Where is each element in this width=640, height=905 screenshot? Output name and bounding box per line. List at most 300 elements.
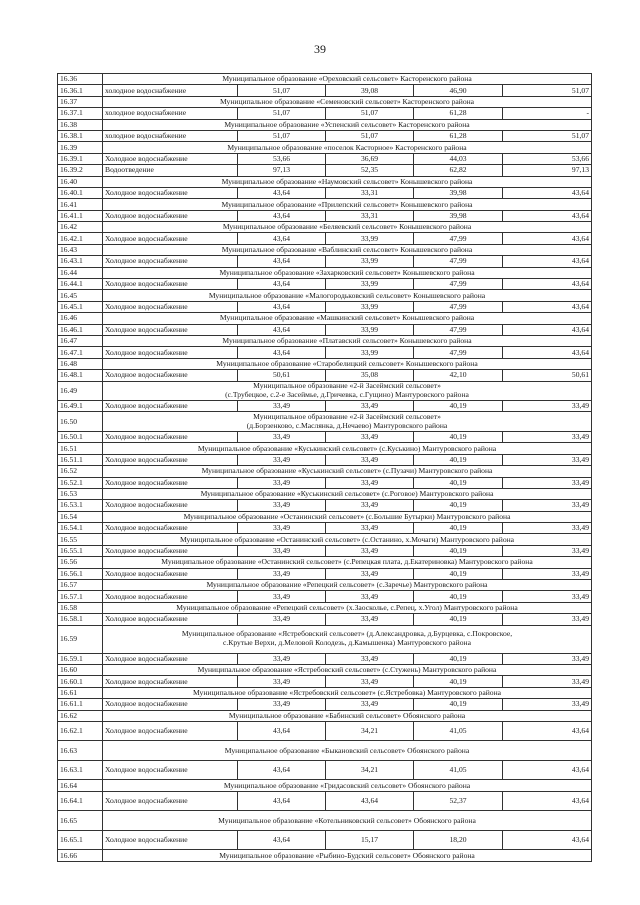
value-cell: 33,49	[238, 568, 326, 579]
value-cell: 43,64	[326, 791, 414, 811]
table-row	[58, 301, 592, 312]
table-row	[58, 545, 592, 556]
value-cell: 97,13	[238, 165, 326, 176]
table-row	[58, 500, 592, 511]
value-cell: 51,07	[238, 108, 326, 119]
service-name: Холодное водоснабжение	[103, 370, 238, 381]
row-number: 16.37.1	[58, 108, 103, 119]
row-number: 16.40.1	[58, 187, 103, 198]
section-row	[58, 267, 592, 278]
value-cell: 33,49	[503, 431, 592, 442]
value-cell: 97,13	[503, 165, 592, 176]
value-cell: 33,49	[503, 699, 592, 710]
value-cell: 61,28	[414, 130, 503, 141]
table-row	[58, 401, 592, 412]
value-cell: 43,64	[238, 347, 326, 358]
table-row	[58, 210, 592, 221]
value-cell: 33,49	[326, 431, 414, 442]
service-name: Холодное водоснабжение	[103, 523, 238, 534]
value-cell: 33,49	[238, 545, 326, 556]
value-cell: 33,49	[238, 653, 326, 664]
row-number: 16.50	[58, 412, 103, 432]
value-cell: 33,49	[238, 676, 326, 687]
row-number: 16.60.1	[58, 676, 103, 687]
section-title: Муниципальное образование «Гридасовский сельсовет» Обоянского района	[103, 780, 592, 791]
value-cell: 33,49	[238, 454, 326, 465]
value-cell: 43,64	[503, 791, 592, 811]
value-cell: 15,17	[326, 830, 414, 850]
value-cell: 47,99	[414, 347, 503, 358]
value-cell: 33,99	[326, 256, 414, 267]
table-row	[58, 760, 592, 780]
value-cell: 43,64	[238, 324, 326, 335]
row-number: 16.52.1	[58, 477, 103, 488]
row-number: 16.39.2	[58, 165, 103, 176]
section-title	[103, 625, 592, 653]
section-row	[58, 780, 592, 791]
value-cell: 40,19	[414, 401, 503, 412]
value-cell: 51,07	[503, 130, 592, 141]
row-number: 16.38.1	[58, 130, 103, 141]
section-title: Муниципальное образование «Останинский сельсовет» (с.Репецкая плата, д.Екатериновка) Мантуровского района	[103, 557, 592, 568]
service-name: холодное водоснабжение	[103, 85, 238, 96]
service-name: Холодное водоснабжение	[103, 153, 238, 164]
value-cell: 40,19	[414, 699, 503, 710]
row-number: 16.46	[58, 313, 103, 324]
service-name: Холодное водоснабжение	[103, 431, 238, 442]
value-cell: 33,49	[326, 545, 414, 556]
value-cell: 33,49	[326, 523, 414, 534]
value-cell: 50,61	[503, 370, 592, 381]
row-number: 16.57	[58, 580, 103, 591]
service-name: Холодное водоснабжение	[103, 699, 238, 710]
service-name: Холодное водоснабжение	[103, 830, 238, 850]
table-row	[58, 653, 592, 664]
section-title: Муниципальное образование «Репецкий сельсовет» (с.Заречье) Мантуровского района	[103, 580, 592, 591]
value-cell: 33,49	[503, 523, 592, 534]
value-cell: 40,19	[414, 500, 503, 511]
value-cell: 40,19	[414, 568, 503, 579]
value-cell: 47,99	[414, 256, 503, 267]
service-name: Холодное водоснабжение	[103, 760, 238, 780]
row-number: 16.47.1	[58, 347, 103, 358]
value-cell: 42,10	[414, 370, 503, 381]
section-title: Муниципальное образование «Семеновский сельсовет» Касторенского района	[103, 96, 592, 107]
section-row	[58, 466, 592, 477]
value-cell: 43,64	[238, 760, 326, 780]
table-row	[58, 347, 592, 358]
value-cell: 35,08	[326, 370, 414, 381]
page-number: 39	[314, 42, 326, 56]
row-number: 16.44	[58, 267, 103, 278]
table-row	[58, 256, 592, 267]
value-cell: 33,99	[326, 347, 414, 358]
row-number: 16.59	[58, 625, 103, 653]
service-name: Холодное водоснабжение	[103, 401, 238, 412]
table-row	[58, 699, 592, 710]
service-name: Холодное водоснабжение	[103, 256, 238, 267]
section-row	[58, 335, 592, 346]
section-title: Муниципальное образование «Репецкий сельсовет» (х.Заосколье, с.Репец, х.Угол) Мантуровского района	[103, 602, 592, 613]
value-cell: 33,49	[503, 500, 592, 511]
section-title: Муниципальное образование «поселок Касторное» Касторенского района	[103, 142, 592, 153]
table-row	[58, 324, 592, 335]
section-title: Муниципальное образование «Малогородьковский сельсовет» Конышевского района	[103, 290, 592, 301]
value-cell: 34,21	[326, 721, 414, 741]
table-row	[58, 233, 592, 244]
row-number: 16.51.1	[58, 454, 103, 465]
section-title: Муниципальное образование «Рыбино-Будский сельсовет» Обоянского района	[103, 850, 592, 861]
row-number: 16.66	[58, 850, 103, 861]
service-name: Холодное водоснабжение	[103, 324, 238, 335]
value-cell: 52,37	[414, 791, 503, 811]
row-number: 16.55	[58, 534, 103, 545]
value-cell: 33,49	[503, 568, 592, 579]
row-number: 16.43.1	[58, 256, 103, 267]
value-cell: 33,49	[238, 614, 326, 625]
value-cell: -	[503, 108, 592, 119]
value-cell: 62,82	[414, 165, 503, 176]
row-number: 16.64.1	[58, 791, 103, 811]
service-name: Холодное водоснабжение	[103, 791, 238, 811]
row-number: 16.60	[58, 664, 103, 675]
section-row	[58, 488, 592, 499]
row-number: 16.41	[58, 199, 103, 210]
row-number: 16.61	[58, 687, 103, 698]
section-title-line-1: Муниципальное образование «Ястребовский сельсовет» (д.Александровка, д.Бурцевка, с.Покровское,	[181, 629, 513, 639]
service-name: Холодное водоснабжение	[103, 568, 238, 579]
table-row	[58, 279, 592, 290]
value-cell: 40,19	[414, 676, 503, 687]
section-row	[58, 313, 592, 324]
row-number: 16.59.1	[58, 653, 103, 664]
value-cell: 40,19	[414, 545, 503, 556]
service-name: Холодное водоснабжение	[103, 279, 238, 290]
value-cell: 40,19	[414, 653, 503, 664]
value-cell: 33,49	[326, 500, 414, 511]
value-cell: 33,49	[326, 454, 414, 465]
table-row	[58, 431, 592, 442]
section-title	[103, 412, 592, 432]
value-cell: 43,64	[503, 760, 592, 780]
row-number: 16.40	[58, 176, 103, 187]
value-cell: 43,64	[238, 256, 326, 267]
value-cell: 51,07	[326, 108, 414, 119]
row-number: 16.46.1	[58, 324, 103, 335]
row-number: 16.37	[58, 96, 103, 107]
row-number: 16.39	[58, 142, 103, 153]
service-name: Холодное водоснабжение	[103, 187, 238, 198]
row-number: 16.47	[58, 335, 103, 346]
value-cell: 52,35	[326, 165, 414, 176]
section-row	[58, 710, 592, 721]
service-name: Водоотведение	[103, 165, 238, 176]
section-title: Муниципальное образование «Успенский сельсовет» Касторенского района	[103, 119, 592, 130]
value-cell: 33,31	[326, 210, 414, 221]
value-cell: 47,99	[414, 279, 503, 290]
value-cell: 43,64	[238, 233, 326, 244]
section-title: Муниципальное образование «Ястребовский сельсовет» (с.Стужень) Мантуровского района	[103, 664, 592, 675]
value-cell: 33,49	[238, 500, 326, 511]
value-cell: 33,49	[503, 401, 592, 412]
section-title: Муниципальное образование «Котельниковский сельсовет» Обоянского района	[103, 811, 592, 831]
row-number: 16.39.1	[58, 153, 103, 164]
value-cell: 33,49	[503, 477, 592, 488]
section-title-line-1: Муниципальное образование «2-й Засеймский сельсовет»	[253, 381, 441, 391]
service-name: Холодное водоснабжение	[103, 301, 238, 312]
value-cell: 33,49	[326, 568, 414, 579]
value-cell: 43,64	[238, 301, 326, 312]
table-row	[58, 454, 592, 465]
value-cell: 53,66	[238, 153, 326, 164]
service-name: Холодное водоснабжение	[103, 676, 238, 687]
value-cell: 61,28	[414, 108, 503, 119]
table-row	[58, 130, 592, 141]
section-title: Муниципальное образование «Быкановский сельсовет» Обоянского района	[103, 741, 592, 761]
value-cell: 39,98	[414, 210, 503, 221]
row-number: 16.54	[58, 511, 103, 522]
section-title: Муниципальное образование «Останинский сельсовет» (с.Останино, х.Мочаги) Мантуровского района	[103, 534, 592, 545]
value-cell: 33,49	[326, 653, 414, 664]
value-cell: 33,99	[326, 279, 414, 290]
table-row	[58, 830, 592, 850]
value-cell: 44,03	[414, 153, 503, 164]
row-number: 16.63	[58, 741, 103, 761]
section-row	[58, 381, 592, 401]
section-row	[58, 625, 592, 653]
value-cell: 51,07	[326, 130, 414, 141]
value-cell: 33,49	[503, 614, 592, 625]
service-name: Холодное водоснабжение	[103, 454, 238, 465]
row-number: 16.57.1	[58, 591, 103, 602]
value-cell: 47,99	[414, 324, 503, 335]
service-name: Холодное водоснабжение	[103, 614, 238, 625]
service-name: Холодное водоснабжение	[103, 477, 238, 488]
value-cell: 43,64	[503, 347, 592, 358]
section-row	[58, 74, 592, 85]
section-row	[58, 850, 592, 861]
row-number: 16.41.1	[58, 210, 103, 221]
value-cell: 33,99	[326, 233, 414, 244]
section-title: Муниципальное образование «Наумовский сельсовет» Конышевского района	[103, 176, 592, 187]
value-cell: 40,19	[414, 523, 503, 534]
value-cell: 43,64	[503, 256, 592, 267]
row-number: 16.45.1	[58, 301, 103, 312]
row-number: 16.38	[58, 119, 103, 130]
service-name: холодное водоснабжение	[103, 108, 238, 119]
service-name: Холодное водоснабжение	[103, 210, 238, 221]
section-title: Муниципальное образование «Старобелицкий сельсовет» Конышевского района	[103, 358, 592, 369]
value-cell: 33,49	[503, 454, 592, 465]
value-cell: 33,99	[326, 301, 414, 312]
row-number: 16.52	[58, 466, 103, 477]
value-cell: 33,99	[326, 324, 414, 335]
section-row	[58, 412, 592, 432]
value-cell: 33,49	[238, 591, 326, 602]
service-name: Холодное водоснабжение	[103, 500, 238, 511]
section-title: Муниципальное образование «Захарковский сельсовет» Конышевского района	[103, 267, 592, 278]
row-number: 16.49.1	[58, 401, 103, 412]
table-row	[58, 523, 592, 534]
row-number: 16.51	[58, 443, 103, 454]
row-number: 16.53.1	[58, 500, 103, 511]
value-cell: 39,98	[414, 187, 503, 198]
table-row	[58, 676, 592, 687]
value-cell: 33,31	[326, 187, 414, 198]
value-cell: 40,19	[414, 614, 503, 625]
value-cell: 33,49	[503, 591, 592, 602]
table-row	[58, 187, 592, 198]
section-title: Муниципальное образование «Ваблинский сельсовет» Конышевского района	[103, 244, 592, 255]
section-row	[58, 290, 592, 301]
value-cell: 43,64	[238, 791, 326, 811]
row-number: 16.36.1	[58, 85, 103, 96]
value-cell: 33,49	[326, 614, 414, 625]
row-number: 16.55.1	[58, 545, 103, 556]
section-row	[58, 741, 592, 761]
value-cell: 43,64	[238, 721, 326, 741]
section-row	[58, 443, 592, 454]
row-number: 16.65.1	[58, 830, 103, 850]
value-cell: 43,64	[503, 324, 592, 335]
value-cell: 43,64	[503, 233, 592, 244]
section-title: Муниципальное образование «Останинский сельсовет» (с.Большие Бутырки) Мантуровского района	[103, 511, 592, 522]
row-number: 16.58	[58, 602, 103, 613]
section-title: Муниципальное образование «Куськинский сельсовет» (с.Куськино) Мантуровского района	[103, 443, 592, 454]
value-cell: 43,64	[503, 830, 592, 850]
service-name: Холодное водоснабжение	[103, 591, 238, 602]
row-number: 16.43	[58, 244, 103, 255]
section-title: Муниципальное образование «Прилепский сельсовет» Конышевского района	[103, 199, 592, 210]
section-row	[58, 557, 592, 568]
section-row	[58, 664, 592, 675]
row-number: 16.62.1	[58, 721, 103, 741]
section-title: Муниципальное образование «Куськинский сельсовет» (с.Роговое) Мантуровского района	[103, 488, 592, 499]
value-cell: 40,19	[414, 477, 503, 488]
row-number: 16.36	[58, 74, 103, 85]
row-number: 16.45	[58, 290, 103, 301]
value-cell: 47,99	[414, 233, 503, 244]
tariff-table-body	[58, 74, 592, 862]
section-title: Муниципальное образование «Бабинский сельсовет» Обоянского района	[103, 710, 592, 721]
value-cell: 40,19	[414, 454, 503, 465]
value-cell: 51,07	[238, 85, 326, 96]
table-row	[58, 165, 592, 176]
section-row	[58, 534, 592, 545]
value-cell: 43,64	[238, 187, 326, 198]
value-cell: 33,49	[238, 477, 326, 488]
table-row	[58, 85, 592, 96]
table-row	[58, 568, 592, 579]
value-cell: 33,49	[238, 699, 326, 710]
service-name: холодное водоснабжение	[103, 130, 238, 141]
value-cell: 33,49	[326, 477, 414, 488]
row-number: 16.54.1	[58, 523, 103, 534]
value-cell: 33,49	[503, 676, 592, 687]
service-name: Холодное водоснабжение	[103, 545, 238, 556]
service-name: Холодное водоснабжение	[103, 721, 238, 741]
section-row	[58, 811, 592, 831]
section-row	[58, 358, 592, 369]
section-row	[58, 244, 592, 255]
row-number: 16.42	[58, 222, 103, 233]
section-row	[58, 96, 592, 107]
service-name: Холодное водоснабжение	[103, 653, 238, 664]
section-row	[58, 119, 592, 130]
row-number: 16.61.1	[58, 699, 103, 710]
section-title-line-2: с.Крутые Верхи, д.Меловой Колодезь, д.Камышенка) Мантуровского района	[223, 638, 471, 648]
value-cell: 36,69	[326, 153, 414, 164]
section-row	[58, 199, 592, 210]
section-row	[58, 511, 592, 522]
table-row	[58, 591, 592, 602]
section-title: Муниципальное образование «Машкинский сельсовет» Конышевского района	[103, 313, 592, 324]
service-name: Холодное водоснабжение	[103, 233, 238, 244]
value-cell: 18,20	[414, 830, 503, 850]
value-cell: 33,49	[326, 591, 414, 602]
row-number: 16.63.1	[58, 760, 103, 780]
row-number: 16.62	[58, 710, 103, 721]
section-row	[58, 580, 592, 591]
section-title: Муниципальное образование «Куськинский сельсовет» (с.Пузачи) Мантуровского района	[103, 466, 592, 477]
table-row	[58, 370, 592, 381]
value-cell: 39,08	[326, 85, 414, 96]
section-title-line-2: (с.Трубецкое, с.2-е Засеймье, д.Гричевка, с.Гущино) Мантуровского района	[225, 389, 469, 399]
row-number: 16.53	[58, 488, 103, 499]
value-cell: 43,64	[238, 279, 326, 290]
table-row	[58, 614, 592, 625]
value-cell: 40,19	[414, 431, 503, 442]
value-cell: 47,99	[414, 301, 503, 312]
row-number: 16.48.1	[58, 370, 103, 381]
value-cell: 43,64	[238, 210, 326, 221]
row-number: 16.48	[58, 358, 103, 369]
section-title-line-1: Муниципальное образование «2-й Засеймский сельсовет»	[253, 411, 441, 421]
row-number: 16.50.1	[58, 431, 103, 442]
value-cell: 51,07	[503, 85, 592, 96]
value-cell: 43,64	[503, 279, 592, 290]
value-cell: 34,21	[326, 760, 414, 780]
section-title: Муниципальное образование «Ястребовский сельсовет» (с.Ястребовка) Мантуровского района	[103, 687, 592, 698]
value-cell: 43,64	[238, 830, 326, 850]
table-row	[58, 153, 592, 164]
section-title: Муниципальное образование «Платавский сельсовет» Конышевского района	[103, 335, 592, 346]
section-title	[103, 381, 592, 401]
row-number: 16.49	[58, 381, 103, 401]
table-row	[58, 477, 592, 488]
value-cell: 43,64	[503, 187, 592, 198]
row-number: 16.58.1	[58, 614, 103, 625]
service-name: Холодное водоснабжение	[103, 347, 238, 358]
value-cell: 33,49	[503, 545, 592, 556]
section-row	[58, 176, 592, 187]
table-row	[58, 791, 592, 811]
value-cell: 41,05	[414, 760, 503, 780]
tariff-table	[57, 73, 592, 862]
section-row	[58, 687, 592, 698]
value-cell: 43,64	[503, 721, 592, 741]
table-row	[58, 108, 592, 119]
value-cell: 33,49	[326, 699, 414, 710]
section-title: Муниципальное образование «Беляевский сельсовет» Конышевского района	[103, 222, 592, 233]
row-number: 16.65	[58, 811, 103, 831]
row-number: 16.56.1	[58, 568, 103, 579]
row-number: 16.56	[58, 557, 103, 568]
row-number: 16.64	[58, 780, 103, 791]
value-cell: 33,49	[326, 676, 414, 687]
value-cell: 40,19	[414, 591, 503, 602]
value-cell: 46,90	[414, 85, 503, 96]
